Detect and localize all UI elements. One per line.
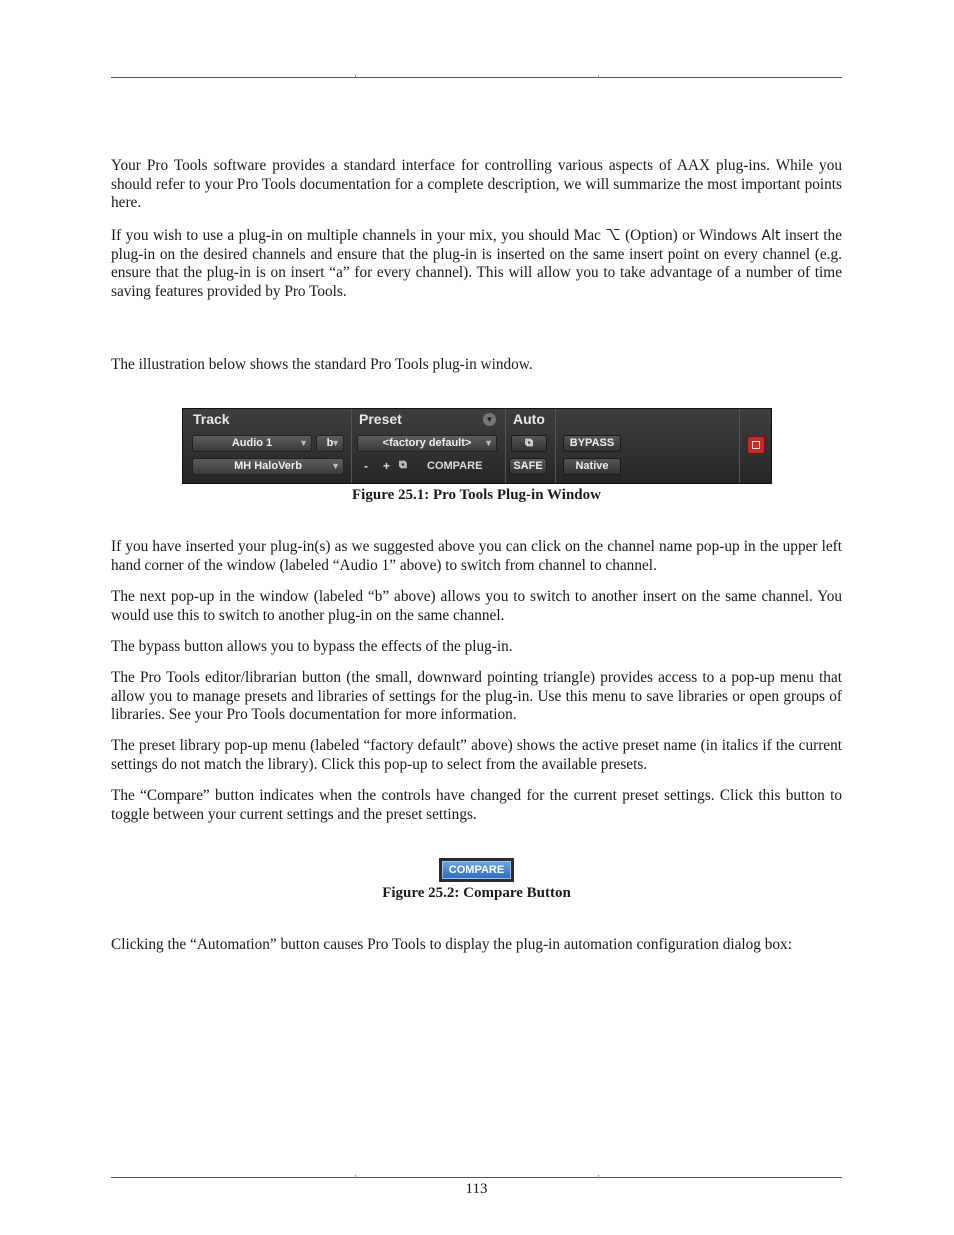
librarian-menu-icon[interactable]: ▼ xyxy=(483,413,496,426)
compare-paragraph: The “Compare” button indicates when the controls have changed for the current preset settings. Click this button to toggle between your current settings and the preset settings. xyxy=(111,787,842,823)
illustration-intro-paragraph: The illustration below shows the standard Pro Tools plug-in window. xyxy=(111,356,533,373)
chevron-down-icon: ▼ xyxy=(484,438,493,448)
safe-button[interactable]: SAFE xyxy=(509,458,547,475)
footer-rule-tick xyxy=(598,1175,599,1178)
column-divider xyxy=(739,409,740,483)
column-divider xyxy=(505,409,506,483)
column-divider xyxy=(555,409,556,483)
native-button[interactable]: Native xyxy=(563,458,621,475)
header-rule xyxy=(111,77,842,78)
chevron-down-icon: ▼ xyxy=(331,438,340,448)
preset-header: Preset xyxy=(359,411,402,427)
automation-button[interactable] xyxy=(511,435,547,452)
compare-button[interactable]: COMPARE xyxy=(442,861,511,879)
page-number: 113 xyxy=(465,1181,488,1197)
preset-popup-paragraph: The preset library pop-up menu (labeled “factory default” above) shows the active preset name (in italics if the current settings do not match the library). Click this pop-up to select from the available presets. xyxy=(111,737,842,773)
figure-caption: Figure 25.2: Compare Button xyxy=(382,885,571,901)
bypass-paragraph: The bypass button allows you to bypass the effects of the plug-in. xyxy=(111,638,513,655)
power-icon xyxy=(752,441,760,449)
next-preset-button[interactable]: + xyxy=(383,459,391,473)
track-select-label: Audio 1 xyxy=(231,437,273,449)
preset-select[interactable] xyxy=(357,435,497,452)
preset-select-label: <factory default> xyxy=(382,437,472,449)
intro-paragraph: Your Pro Tools software provides a standard interface for controlling various aspects of AAX plug-ins. While you should refer to your Pro Tools documentation for a complete description, we will summarize the most important points here. xyxy=(111,157,842,212)
header-rule-tick xyxy=(355,75,356,78)
automation-paragraph: Clicking the “Automation” button causes Pro Tools to display the plug-in automation configuration dialog box: xyxy=(111,936,792,953)
compare-button[interactable]: COMPARE xyxy=(427,460,483,472)
insert-select[interactable] xyxy=(316,435,344,452)
column-divider xyxy=(351,409,352,483)
footer-rule-tick xyxy=(355,1175,356,1178)
copy-settings-icon[interactable]: ⧉ xyxy=(399,459,407,471)
footer-rule xyxy=(111,1177,842,1178)
dsp-power-button[interactable] xyxy=(747,436,765,454)
paragraph-text: If you wish to use a plug-in on multiple channels in your mix, you should Mac ⌥ (Option) or Windows xyxy=(111,227,762,244)
plugin-select[interactable] xyxy=(192,458,344,475)
insert-popup-paragraph: The next pop-up in the window (labeled “b” above) allows you to switch to another insert on the same channel. You would use this to switch to another plug-in on the same channel. xyxy=(111,588,842,624)
chevron-down-icon: ▼ xyxy=(299,438,308,448)
librarian-paragraph: The Pro Tools editor/librarian button (the small, downward pointing triangle) provides access to a pop-up menu that allow you to manage presets and libraries of settings for the plug-in. Use this menu to save libraries or open groups of libraries. See your Pro Tools documentation for more information. xyxy=(111,669,842,724)
previous-preset-button[interactable]: - xyxy=(364,459,368,473)
alt-key-label: Alt xyxy=(761,228,781,244)
multi-channel-paragraph xyxy=(111,227,842,302)
insert-select-label: b xyxy=(326,437,334,449)
compare-button-figure xyxy=(439,858,514,882)
figure-caption: Figure 25.1: Pro Tools Plug-in Window xyxy=(352,487,601,503)
plugin-select-label: MH HaloVerb xyxy=(234,460,302,472)
paragraph-text: insert the plug-in on the desired channels and ensure that the plug-in is inserted on the same insert point on every channel (e.g. ensure that the plug-in is on insert “a” for every channel). This will allow you to take advantage of a number of time saving features provided by Pro Tools. xyxy=(111,227,842,301)
bypass-button[interactable]: BYPASS xyxy=(563,435,621,452)
header-rule-tick xyxy=(598,75,599,78)
auto-header: Auto xyxy=(513,411,545,427)
track-header: Track xyxy=(193,411,230,427)
channel-popup-paragraph: If you have inserted your plug-in(s) as we suggested above you can click on the channel name pop-up in the upper left hand corner of the window (labeled “Audio 1” above) to switch from channel to channel. xyxy=(111,538,842,574)
plugin-window-figure xyxy=(182,408,772,484)
automation-icon: ⧉ xyxy=(525,437,533,449)
chevron-down-icon: ▼ xyxy=(331,461,340,471)
track-select[interactable] xyxy=(192,435,312,452)
